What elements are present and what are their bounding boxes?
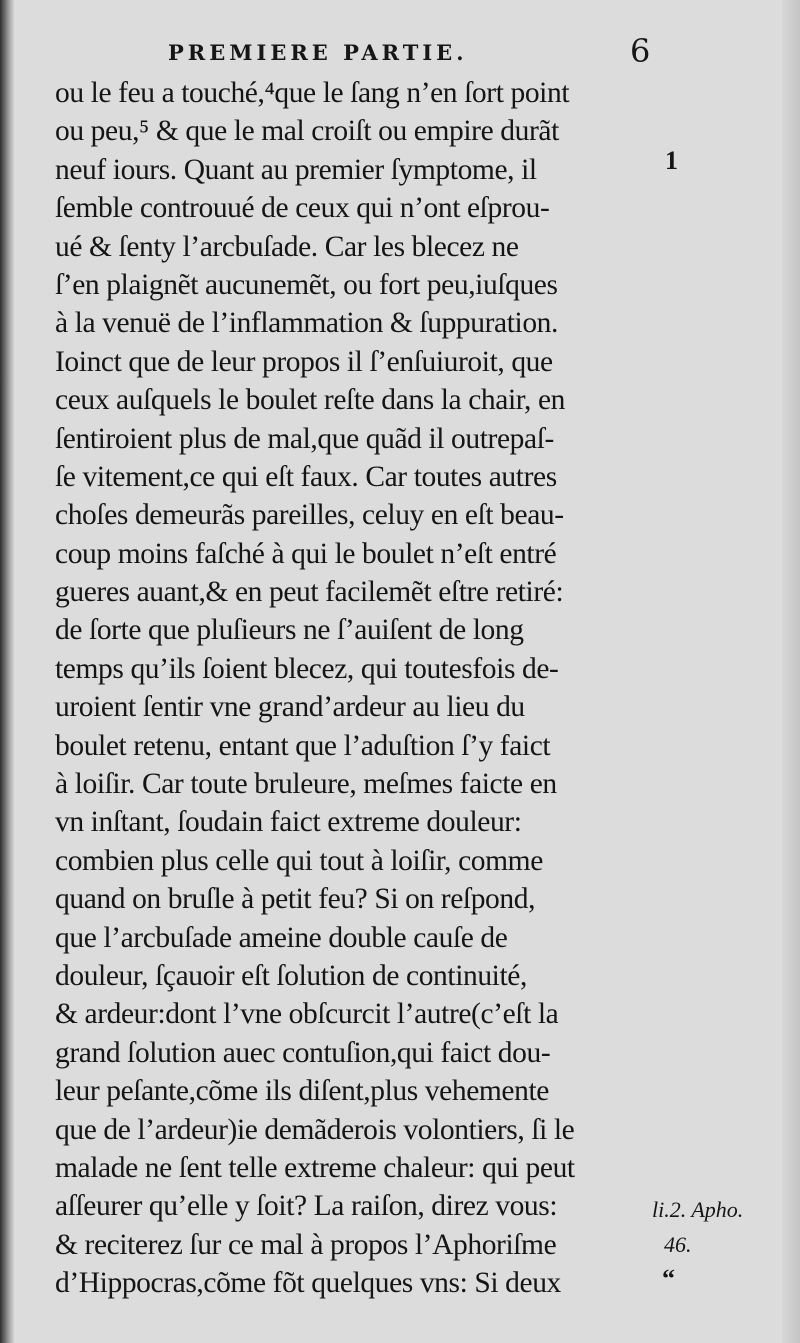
- margin-note-numeral: 1: [665, 146, 678, 175]
- text-line: choſes demeurãs pareilles, celuy en eſt beau-: [55, 499, 564, 532]
- text-line: ſemble controuué de ceux qui n’ont eſprou-: [55, 192, 550, 225]
- text-line: que l’arcbuſade ameine double cauſe de: [55, 921, 508, 954]
- text-line: coup moins faſché à qui le boulet n’eſt entré: [55, 537, 557, 570]
- text-line: aſſeurer qu’elle y ſoit? La raiſon, direz vous:: [55, 1190, 558, 1223]
- text-line: grand ſolution auec contuſion,qui faict dou-: [55, 1036, 551, 1069]
- text-line: & ardeur:dont l’vne obſcurcit l’autre(c’eſt la: [55, 998, 559, 1031]
- text-line: temps qu’ils ſoient blecez, qui toutesfois de-: [55, 652, 559, 685]
- margin-note-quote-mark: “: [662, 1264, 675, 1293]
- text-line: & reciterez ſur ce mal à propos l’Aphoriſme: [55, 1228, 557, 1261]
- text-line: uroient ſentir vne grand’ardeur au lieu du: [55, 691, 525, 724]
- text-line: que de l’ardeur)ie demãderois volontiers, ſi le: [55, 1113, 575, 1146]
- margin-note-reference-number: 46.: [664, 1232, 692, 1257]
- page-number: 6: [630, 32, 651, 70]
- text-line: boulet retenu, entant que l’aduſtion ſ’y faict: [55, 729, 551, 762]
- text-line: à loiſir. Car toute bruleure, meſmes faicte en: [55, 768, 557, 801]
- text-line: malade ne ſent telle extreme chaleur: qui peut: [55, 1151, 575, 1184]
- text-line: ou le feu a touché,⁴que le ſang n’en ſort point: [55, 77, 570, 109]
- page-edge: [782, 0, 800, 1343]
- text-line: ſe vitement,ce qui eſt faux. Car toutes autres: [55, 460, 557, 493]
- page-header: [168, 34, 658, 70]
- text-line: Ioinct que de leur propos il ſ’enſuiuroit, que: [55, 345, 553, 378]
- text-line: combien plus celle qui tout à loiſir, comme: [55, 844, 543, 877]
- text-line: vn inſtant, ſoudain faict extreme douleur:: [55, 806, 522, 839]
- text-line: gueres auant,& en peut facilemẽt eſtre retiré:: [55, 576, 564, 609]
- text-line: de ſorte que pluſieurs ne ſ’auiſent de long: [55, 614, 524, 647]
- text-line: douleur, ſçauoir eſt ſolution de continuité,: [55, 959, 527, 992]
- text-line: ou peu,⁵ & que le mal croiſt ou empire durãt: [55, 115, 559, 148]
- text-line: d’Hippocras,cõme fõt quelques vns: Si deux: [55, 1267, 561, 1300]
- text-line: à la venuë de l’inflammation & ſuppuration.: [55, 307, 558, 340]
- text-line: quand on bruſle à petit feu? Si on reſpond,: [55, 883, 536, 916]
- text-line: ſ’en plaignẽt aucunemẽt, ou fort peu,iuſques: [55, 268, 558, 301]
- margin-note-reference: li.2. Apho.: [652, 1197, 744, 1222]
- text-body: [55, 74, 655, 1303]
- text-line: neuf iours. Quant au premier ſymptome, il: [55, 153, 537, 186]
- gutter-shadow: [0, 0, 14, 1343]
- text-line: ceux auſquels le boulet reſte dans la chair, en: [55, 384, 565, 417]
- text-line: leur peſante,cõme ils diſent,plus vehemente: [55, 1075, 549, 1108]
- running-head: PREMIERE PARTIE.: [168, 40, 468, 65]
- text-line: ſentiroient plus de mal,que quãd il outrepaſ-: [55, 422, 554, 455]
- text-line: ué & ſenty l’arcbuſade. Car les blecez ne: [55, 230, 519, 263]
